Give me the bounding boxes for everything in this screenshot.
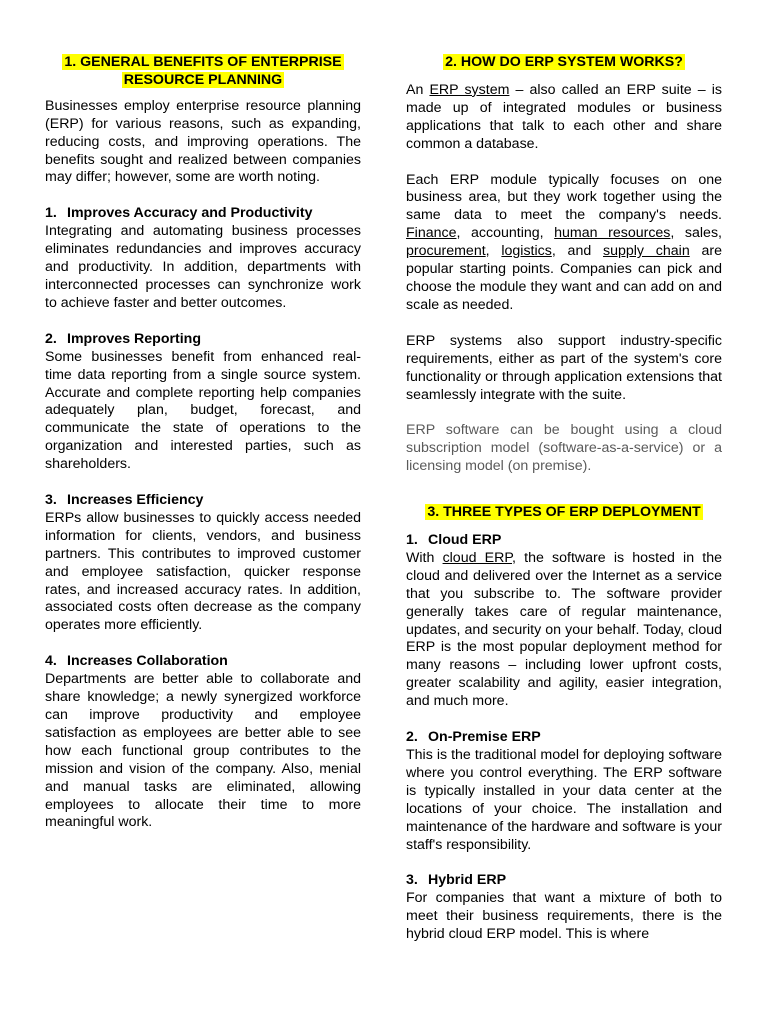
deployment-text: This is the traditional model for deploying software where you control everything. The ERP software is typically installed in your data center at the locations of your choice. The installation and maintenance of the hardware and software is your staff's responsibility.	[406, 747, 722, 853]
section1-heading: 1. GENERAL BENEFITS OF ENTERPRISE RESOURCE PLANNING	[64, 54, 342, 88]
industry-paragraph: ERP systems also support industry-specific requirements, either as part of the system's core functionality or through application extensions that seamlessly integrate with the suite.	[406, 332, 722, 403]
left-column	[45, 54, 361, 832]
deployment-text: For companies that want a mixture of both to meet their business requirements, there is the hybrid cloud ERP model. This is where	[406, 890, 722, 943]
section3-heading: 3. THREE TYPES OF ERP DEPLOYMENT	[427, 504, 701, 521]
benefit-title: 1. Improves Accuracy and Productivity	[45, 205, 313, 222]
benefit-text: Some businesses benefit from enhanced real-time data reporting from a single source system. Accurate and complete reporting help companies adequately plan, budget, forecast, and communicate the state of operations to the organization and interested parties, such as shareholders.	[45, 348, 361, 473]
erp-system-paragraph: An ERP system – also called an ERP suite – is made up of integrated modules or business applications that talk to each other and share common a database.	[406, 81, 722, 152]
logistics-link[interactable]: logistics	[501, 243, 552, 260]
benefit-text: Integrating and automating business processes eliminates redundancies and improves accuracy and productivity. In addition, departments with interconnected processes can synchronize work to achieve faster and better outcomes.	[45, 223, 361, 311]
erp-module-paragraph: Each ERP module typically focuses on one business area, but they work together using the same data to meet the company's needs. Finance, accounting, human resources, sales, procurement, logistics, and supply chain are popular starting points. Companies can pick and choose the module they want and can add on and scale as needed.	[406, 171, 722, 313]
supply-chain-link[interactable]: supply chain	[603, 243, 690, 260]
benefit-item	[45, 653, 361, 832]
benefit-item	[45, 492, 361, 635]
erp-system-link[interactable]: ERP system	[429, 81, 510, 98]
human-resources-link[interactable]: human resources	[554, 225, 671, 242]
benefit-item	[45, 331, 361, 474]
cloud-erp-link[interactable]: cloud ERP	[442, 549, 513, 566]
deployment-title: 1. Cloud ERP	[406, 532, 502, 549]
procurement-link[interactable]: procurement	[406, 243, 486, 260]
benefit-text: Departments are better able to collaborate and share knowledge; a newly synergized workforce can improve productivity and employee satisfaction as employees are better able to see how each functional group contributes to the mission and vision of the company. Also, menial and manual tasks are eliminated, allowing employees to allocate their time to more meaningful work.	[45, 671, 361, 831]
benefit-text: ERPs allow businesses to quickly access needed information for clients, vendors, and business partners. This contributes to improved customer and employee satisfaction, quicker response rates, and increased accuracy rates. In addition, associated costs often decrease as the company operates more efficiently.	[45, 509, 361, 634]
benefit-item	[45, 205, 361, 312]
section2-heading: 2. HOW DO ERP SYSTEM WORKS?	[445, 54, 683, 70]
benefit-title: 3. Increases Efficiency	[45, 492, 204, 509]
deployment-type	[406, 729, 722, 854]
deployment-type	[406, 872, 722, 944]
right-column	[406, 54, 722, 944]
deployment-type	[406, 532, 722, 711]
deployment-title: 3. Hybrid ERP	[406, 872, 507, 889]
deployment-title: 2. On-Premise ERP	[406, 729, 541, 746]
intro-paragraph: Businesses employ enterprise resource planning (ERP) for various reasons, such as expanding, reducing costs, and improving operations. The benefits sought and realized between companies may differ; however, some are worth noting.	[45, 97, 361, 186]
benefit-title: 2. Improves Reporting	[45, 330, 202, 347]
finance-link[interactable]: Finance	[406, 225, 457, 242]
licensing-paragraph: ERP software can be bought using a cloud subscription model (software-as-a-service) or a licensing model (on premise).	[406, 422, 722, 475]
deployment-text: With cloud ERP, the software is hosted in the cloud and delivered over the Internet as a service that you subscribe to. The software provider generally takes care of regular maintenance, updates, and security on your behalf. Today, cloud ERP is the most popular deployment method for many reasons – including lower upfront costs, greater scalability and agility, easier integration, and much more.	[406, 549, 722, 710]
benefit-title: 4. Increases Collaboration	[45, 653, 228, 670]
